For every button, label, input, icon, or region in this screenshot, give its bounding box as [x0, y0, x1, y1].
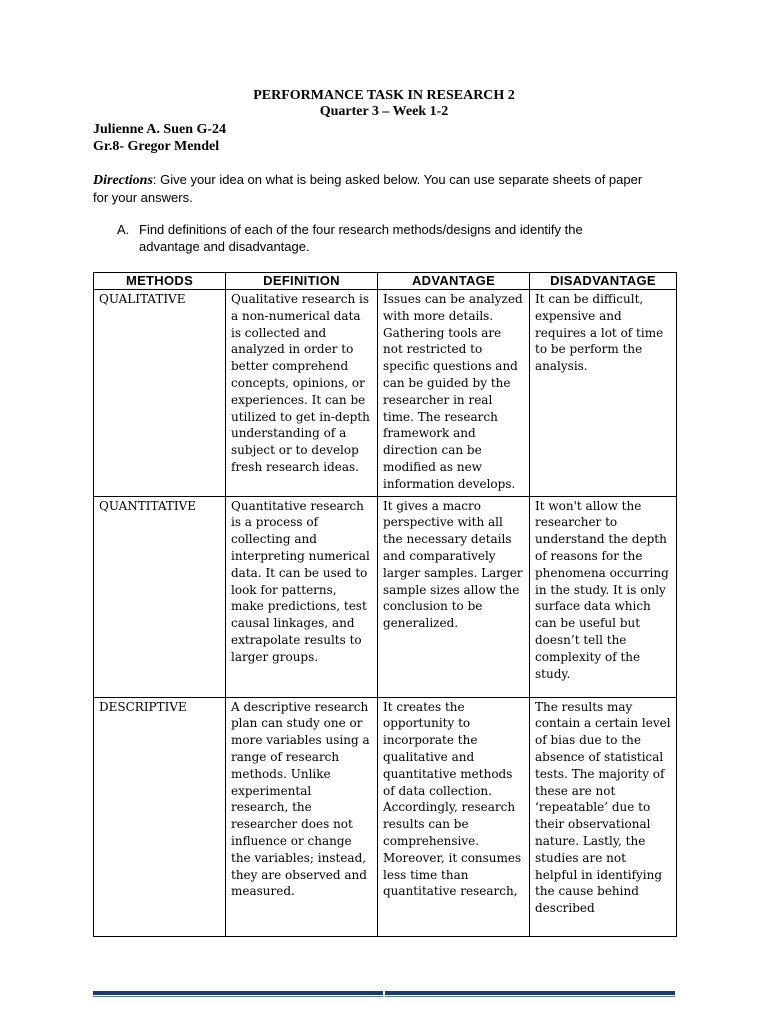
definition-cell: Qualitative research is a non-numerical data is collected and analyzed in order to better comprehend concepts, opinions, or experiences. It can be utilized to get in-depth understanding of a subject or to develop fresh research ideas.: [226, 290, 378, 497]
table-row: [94, 496, 677, 697]
method-cell: QUALITATIVE: [94, 290, 226, 497]
disadvantage-cell: It won't allow the researcher to understand the depth of reasons for the phenomena occurring in the study. It is only surface data which can be useful but doesn’t tell the complexity of the study.: [530, 496, 677, 697]
methods-table: [93, 272, 677, 937]
student-name: Julienne A. Suen G-24: [93, 122, 227, 137]
header-disadvantage: DISADVANTAGE: [530, 273, 677, 290]
directions-text: : Give your idea on what is being asked below. You can use separate sheets of paper for your answers.: [93, 172, 643, 205]
method-cell: DESCRIPTIVE: [94, 697, 226, 936]
definition-cell: Quantitative research is a process of collecting and interpreting numerical data. It can be used to look for patterns, make predictions, test causal linkages, and extrapolate results to larger groups.: [226, 496, 378, 697]
method-cell: QUANTITATIVE: [94, 496, 226, 697]
task-item: [117, 221, 647, 255]
student-section: Gr.8- Gregor Mendel: [93, 139, 220, 154]
header-advantage: ADVANTAGE: [378, 273, 530, 290]
task-text: Find definitions of each of the four research methods/designs and identify the advantage and disadvantage.: [139, 222, 583, 254]
table-row: [94, 697, 677, 936]
disadvantage-cell: The results may contain a certain level of bias due to the absence of statistical tests. The majority of these are not ‘repeatable’ due to their observational nature. Lastly, the studies are not helpful in identifying the cause behind described: [530, 697, 677, 936]
directions-label: Directions: [93, 173, 153, 188]
document-subtitle: Quarter 3 – Week 1-2: [319, 104, 449, 119]
header-methods: METHODS: [94, 273, 226, 290]
table-header-row: [94, 273, 677, 290]
advantage-cell: Issues can be analyzed with more details. Gathering tools are not restricted to specific questions and can be guided by the researcher in real time. The research framework and direction can be modified as new information develops.: [378, 290, 530, 497]
task-letter: A.: [117, 222, 130, 237]
advantage-cell: It gives a macro perspective with all the necessary details and comparatively larger samples. Larger sample sizes allow the conclusion to be generalized.: [378, 496, 530, 697]
advantage-cell: It creates the opportunity to incorporate the qualitative and quantitative methods of data collection. Accordingly, research results can be comprehensive. Moreover, it consumes less time than quantitative research,: [378, 697, 530, 936]
header-definition: DEFINITION: [226, 273, 378, 290]
disadvantage-cell: It can be difficult, expensive and requires a lot of time to be perform the analysis.: [530, 290, 677, 497]
footer-rule-divider: [383, 991, 385, 997]
definition-cell: A descriptive research plan can study one or more variables using a range of research methods. Unlike experimental research, the researcher does not influence or change the variables; instead, they are observed and measured.: [226, 697, 378, 936]
table-row: [94, 290, 677, 497]
document-title: PERFORMANCE TASK IN RESEARCH 2: [253, 88, 515, 103]
directions-paragraph: [93, 171, 653, 206]
